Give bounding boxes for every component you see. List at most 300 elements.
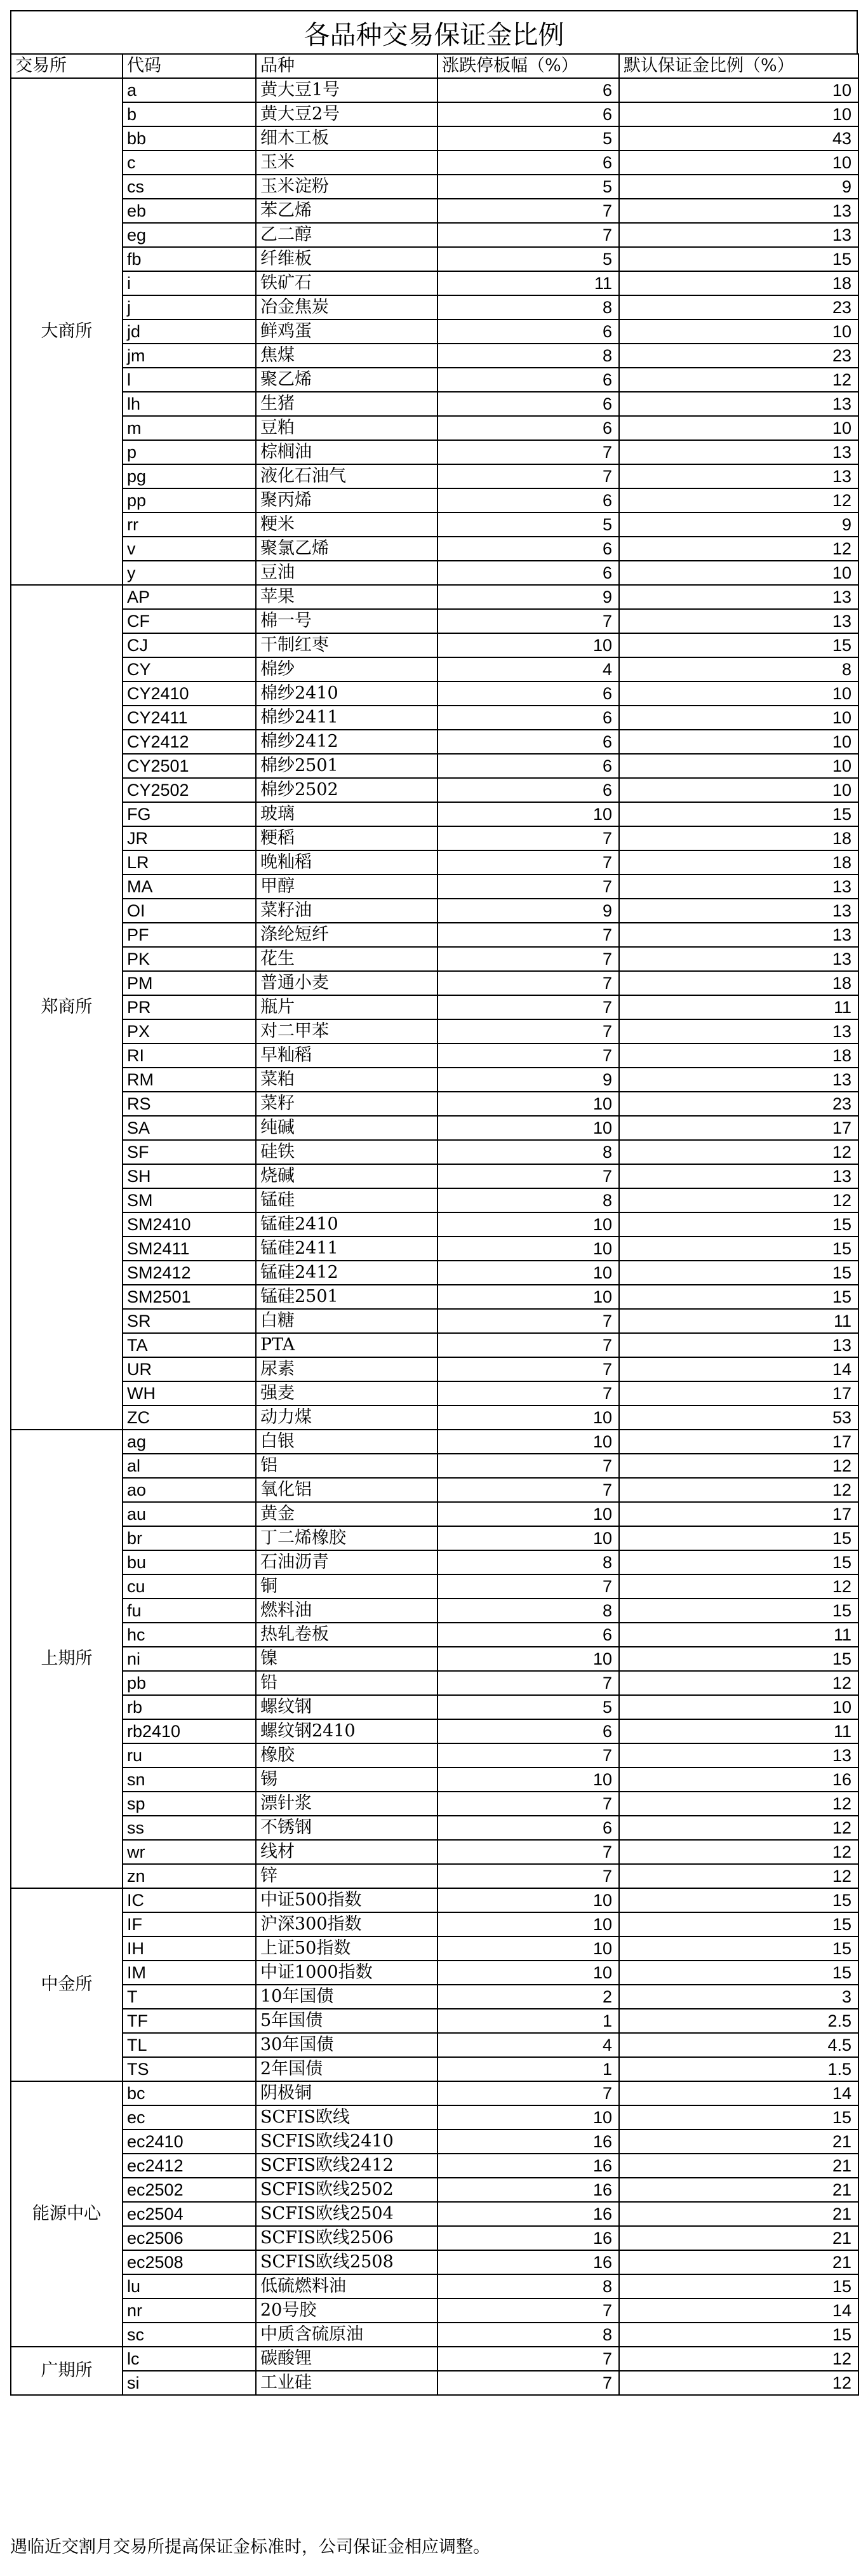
variety-cell: 棉纱	[256, 657, 437, 681]
variety-cell: 铅	[256, 1671, 437, 1695]
variety-cell: 锰硅2501	[256, 1285, 437, 1309]
margin-cell: 10	[619, 416, 858, 440]
variety-cell: 沪深300指数	[256, 1912, 437, 1936]
limit-cell: 4	[437, 657, 619, 681]
table-row	[11, 1212, 858, 1237]
margin-cell: 15	[619, 1599, 858, 1623]
code-cell: fu	[123, 1599, 256, 1623]
margin-cell: 12	[619, 1188, 858, 1212]
code-cell: CY2412	[123, 730, 256, 754]
table-row	[11, 319, 858, 344]
table-row	[11, 368, 858, 392]
table-row	[11, 1985, 858, 2009]
limit-cell: 5	[437, 513, 619, 537]
variety-cell: 不锈钢	[256, 1816, 437, 1840]
margin-cell: 12	[619, 537, 858, 561]
table-row	[11, 271, 858, 295]
code-cell: IC	[123, 1888, 256, 1912]
table-row	[11, 2081, 858, 2105]
table-row	[11, 1768, 858, 1792]
margin-cell: 15	[619, 2274, 858, 2298]
limit-cell: 10	[437, 1647, 619, 1671]
variety-cell: 强麦	[256, 1381, 437, 1405]
code-cell: jm	[123, 344, 256, 368]
code-cell: ag	[123, 1430, 256, 1454]
header-exchange: 交易所	[11, 54, 123, 78]
margin-sheet	[10, 10, 858, 2396]
table-row	[11, 1647, 858, 1671]
variety-cell: 铝	[256, 1454, 437, 1478]
variety-cell: 阴极铜	[256, 2081, 437, 2105]
margin-cell: 21	[619, 2154, 858, 2178]
code-cell: ec2412	[123, 2154, 256, 2178]
variety-cell: SCFIS欧线2410	[256, 2130, 437, 2154]
variety-cell: 丁二烯橡胶	[256, 1526, 437, 1550]
code-cell: TL	[123, 2033, 256, 2057]
code-cell: fb	[123, 247, 256, 271]
table-row	[11, 1623, 858, 1647]
margin-cell: 10	[619, 102, 858, 126]
margin-cell: 15	[619, 1237, 858, 1261]
table-row	[11, 1719, 858, 1743]
table-row	[11, 344, 858, 368]
margin-cell: 13	[619, 899, 858, 923]
variety-cell: 晚籼稻	[256, 850, 437, 875]
footer-note: 遇临近交割月交易所提高保证金标准时，公司保证金相应调整。	[10, 2537, 490, 2557]
table-row	[11, 151, 858, 175]
table-row	[11, 1961, 858, 1985]
variety-cell: 螺纹钢2410	[256, 1719, 437, 1743]
limit-cell: 7	[437, 464, 619, 488]
limit-cell: 7	[437, 2371, 619, 2395]
margin-cell: 11	[619, 1623, 858, 1647]
header-row	[11, 54, 858, 78]
margin-cell: 3	[619, 1985, 858, 2009]
limit-cell: 1	[437, 2057, 619, 2081]
code-cell: UR	[123, 1357, 256, 1381]
code-cell: ao	[123, 1478, 256, 1502]
code-cell: b	[123, 102, 256, 126]
code-cell: cu	[123, 1574, 256, 1599]
code-cell: LR	[123, 850, 256, 875]
code-cell: j	[123, 295, 256, 319]
variety-cell: 黄金	[256, 1502, 437, 1526]
code-cell: JR	[123, 826, 256, 850]
margin-cell: 13	[619, 199, 858, 223]
table-row	[11, 78, 858, 102]
table-row	[11, 464, 858, 488]
table-row	[11, 102, 858, 126]
code-cell: PR	[123, 995, 256, 1019]
code-cell: SR	[123, 1309, 256, 1333]
margin-cell: 21	[619, 2202, 858, 2226]
table-row	[11, 995, 858, 1019]
limit-cell: 10	[437, 1285, 619, 1309]
margin-cell: 4.5	[619, 2033, 858, 2057]
code-cell: ec	[123, 2105, 256, 2130]
variety-cell: 白银	[256, 1430, 437, 1454]
code-cell: CY2410	[123, 681, 256, 706]
code-cell: pg	[123, 464, 256, 488]
margin-cell: 10	[619, 706, 858, 730]
code-cell: CJ	[123, 633, 256, 657]
limit-cell: 7	[437, 1357, 619, 1381]
code-cell: bc	[123, 2081, 256, 2105]
margin-cell: 17	[619, 1381, 858, 1405]
table-row	[11, 2298, 858, 2323]
table-row	[11, 1574, 858, 1599]
code-cell: SF	[123, 1140, 256, 1164]
limit-cell: 7	[437, 1454, 619, 1478]
limit-cell: 7	[437, 850, 619, 875]
limit-cell: 10	[437, 1502, 619, 1526]
variety-cell: 棉纱2502	[256, 778, 437, 802]
limit-cell: 9	[437, 585, 619, 609]
code-cell: rb	[123, 1695, 256, 1719]
limit-cell: 6	[437, 778, 619, 802]
code-cell: pp	[123, 488, 256, 513]
code-cell: wr	[123, 1840, 256, 1864]
limit-cell: 5	[437, 247, 619, 271]
limit-cell: 7	[437, 223, 619, 247]
code-cell: si	[123, 2371, 256, 2395]
table-row	[11, 2033, 858, 2057]
variety-cell: 上证50指数	[256, 1936, 437, 1961]
table-row	[11, 681, 858, 706]
variety-cell: 棉纱2412	[256, 730, 437, 754]
variety-cell: 棕榈油	[256, 440, 437, 464]
margin-cell: 13	[619, 923, 858, 947]
margin-cell: 21	[619, 2226, 858, 2250]
code-cell: a	[123, 78, 256, 102]
table-row	[11, 1164, 858, 1188]
limit-cell: 6	[437, 730, 619, 754]
variety-cell: 聚乙烯	[256, 368, 437, 392]
limit-cell: 6	[437, 537, 619, 561]
limit-cell: 10	[437, 1912, 619, 1936]
limit-cell: 5	[437, 175, 619, 199]
variety-cell: 瓶片	[256, 995, 437, 1019]
table-row	[11, 947, 858, 971]
variety-cell: 液化石油气	[256, 464, 437, 488]
limit-cell: 6	[437, 681, 619, 706]
exchange-cell: 中金所	[11, 1888, 123, 2081]
margin-cell: 12	[619, 2347, 858, 2371]
variety-cell: 镍	[256, 1647, 437, 1671]
code-cell: OI	[123, 899, 256, 923]
margin-cell: 14	[619, 2298, 858, 2323]
limit-cell: 8	[437, 2323, 619, 2347]
margin-cell: 15	[619, 1285, 858, 1309]
variety-cell: 焦煤	[256, 344, 437, 368]
variety-cell: 鲜鸡蛋	[256, 319, 437, 344]
code-cell: SM2411	[123, 1237, 256, 1261]
code-cell: lc	[123, 2347, 256, 2371]
table-row	[11, 223, 858, 247]
margin-cell: 21	[619, 2250, 858, 2274]
margin-cell: 15	[619, 247, 858, 271]
code-cell: RI	[123, 1043, 256, 1068]
limit-cell: 10	[437, 1116, 619, 1140]
margin-cell: 13	[619, 875, 858, 899]
limit-cell: 6	[437, 392, 619, 416]
margin-cell: 18	[619, 826, 858, 850]
header-limit: 涨跌停板幅（%）	[437, 54, 619, 78]
variety-cell: 粳米	[256, 513, 437, 537]
table-row	[11, 1405, 858, 1430]
limit-cell: 16	[437, 2154, 619, 2178]
margin-cell: 13	[619, 440, 858, 464]
limit-cell: 16	[437, 2226, 619, 2250]
variety-cell: 铁矿石	[256, 271, 437, 295]
table-row	[11, 392, 858, 416]
margin-cell: 12	[619, 1816, 858, 1840]
table-row	[11, 2274, 858, 2298]
code-cell: ec2508	[123, 2250, 256, 2274]
code-cell: sn	[123, 1768, 256, 1792]
margin-cell: 12	[619, 1864, 858, 1888]
code-cell: CY2411	[123, 706, 256, 730]
margin-cell: 12	[619, 2371, 858, 2395]
variety-cell: 燃料油	[256, 1599, 437, 1623]
margin-cell: 15	[619, 2323, 858, 2347]
table-row	[11, 826, 858, 850]
limit-cell: 6	[437, 754, 619, 778]
variety-cell: SCFIS欧线2412	[256, 2154, 437, 2178]
code-cell: ss	[123, 1816, 256, 1840]
sheet-title: 各品种交易保证金比例	[10, 10, 858, 53]
table-row	[11, 585, 858, 609]
variety-cell: 锰硅2412	[256, 1261, 437, 1285]
code-cell: bu	[123, 1550, 256, 1574]
variety-cell: 2年国债	[256, 2057, 437, 2081]
table-row	[11, 1068, 858, 1092]
variety-cell: 对二甲苯	[256, 1019, 437, 1043]
table-row	[11, 923, 858, 947]
limit-cell: 10	[437, 1430, 619, 1454]
table-row	[11, 416, 858, 440]
variety-cell: 干制红枣	[256, 633, 437, 657]
margin-cell: 15	[619, 1936, 858, 1961]
variety-cell: 乙二醇	[256, 223, 437, 247]
limit-cell: 7	[437, 826, 619, 850]
variety-cell: 螺纹钢	[256, 1695, 437, 1719]
table-row	[11, 295, 858, 319]
table-row	[11, 1743, 858, 1768]
limit-cell: 8	[437, 1140, 619, 1164]
code-cell: RS	[123, 1092, 256, 1116]
variety-cell: 烧碱	[256, 1164, 437, 1188]
limit-cell: 6	[437, 1816, 619, 1840]
limit-cell: 4	[437, 2033, 619, 2057]
margin-cell: 9	[619, 175, 858, 199]
limit-cell: 5	[437, 1695, 619, 1719]
exchange-cell: 能源中心	[11, 2081, 123, 2347]
code-cell: IH	[123, 1936, 256, 1961]
code-cell: TF	[123, 2009, 256, 2033]
code-cell: CY	[123, 657, 256, 681]
table-row	[11, 175, 858, 199]
variety-cell: 粳稻	[256, 826, 437, 850]
limit-cell: 7	[437, 1840, 619, 1864]
table-row	[11, 199, 858, 223]
margin-cell: 43	[619, 126, 858, 151]
limit-cell: 6	[437, 319, 619, 344]
code-cell: l	[123, 368, 256, 392]
variety-cell: 菜粕	[256, 1068, 437, 1092]
variety-cell: 棉一号	[256, 609, 437, 633]
limit-cell: 7	[437, 2298, 619, 2323]
variety-cell: 冶金焦炭	[256, 295, 437, 319]
table-row	[11, 2226, 858, 2250]
margin-cell: 15	[619, 1526, 858, 1550]
table-row	[11, 1237, 858, 1261]
margin-cell: 15	[619, 1550, 858, 1574]
margin-cell: 15	[619, 1212, 858, 1237]
margin-cell: 13	[619, 464, 858, 488]
margin-cell: 8	[619, 657, 858, 681]
table-row	[11, 2347, 858, 2371]
margin-cell: 18	[619, 1043, 858, 1068]
table-row	[11, 899, 858, 923]
margin-cell: 15	[619, 1647, 858, 1671]
code-cell: SA	[123, 1116, 256, 1140]
exchange-cell: 上期所	[11, 1430, 123, 1888]
table-row	[11, 1333, 858, 1357]
code-cell: v	[123, 537, 256, 561]
variety-cell: 豆粕	[256, 416, 437, 440]
limit-cell: 7	[437, 1574, 619, 1599]
limit-cell: 8	[437, 1599, 619, 1623]
margin-cell: 23	[619, 344, 858, 368]
code-cell: y	[123, 561, 256, 585]
margin-cell: 13	[619, 609, 858, 633]
variety-cell: 锌	[256, 1864, 437, 1888]
code-cell: ec2502	[123, 2178, 256, 2202]
margin-cell: 10	[619, 78, 858, 102]
limit-cell: 7	[437, 1792, 619, 1816]
variety-cell: SCFIS欧线2508	[256, 2250, 437, 2274]
code-cell: c	[123, 151, 256, 175]
code-cell: CY2502	[123, 778, 256, 802]
variety-cell: 锰硅2411	[256, 1237, 437, 1261]
margin-cell: 13	[619, 1019, 858, 1043]
variety-cell: 20号胶	[256, 2298, 437, 2323]
limit-cell: 6	[437, 706, 619, 730]
limit-cell: 10	[437, 2105, 619, 2130]
table-row	[11, 1261, 858, 1285]
variety-cell: 锡	[256, 1768, 437, 1792]
code-cell: nr	[123, 2298, 256, 2323]
margin-cell: 17	[619, 1502, 858, 1526]
variety-cell: 玉米	[256, 151, 437, 175]
table-row	[11, 754, 858, 778]
limit-cell: 10	[437, 1092, 619, 1116]
limit-cell: 10	[437, 1405, 619, 1430]
variety-cell: 棉纱2410	[256, 681, 437, 706]
variety-cell: 黄大豆1号	[256, 78, 437, 102]
variety-cell: 尿素	[256, 1357, 437, 1381]
limit-cell: 10	[437, 1768, 619, 1792]
table-row	[11, 247, 858, 271]
table-row	[11, 2130, 858, 2154]
limit-cell: 10	[437, 1526, 619, 1550]
table-row	[11, 657, 858, 681]
code-cell: al	[123, 1454, 256, 1478]
table-row	[11, 1309, 858, 1333]
code-cell: rr	[123, 513, 256, 537]
table-row	[11, 126, 858, 151]
margin-cell: 10	[619, 754, 858, 778]
table-row	[11, 1888, 858, 1912]
header-code: 代码	[123, 54, 256, 78]
limit-cell: 9	[437, 1068, 619, 1092]
code-cell: CY2501	[123, 754, 256, 778]
variety-cell: 锰硅	[256, 1188, 437, 1212]
table-row	[11, 1454, 858, 1478]
table-row	[11, 1092, 858, 1116]
variety-cell: 棉纱2501	[256, 754, 437, 778]
code-cell: p	[123, 440, 256, 464]
table-row	[11, 633, 858, 657]
variety-cell: 低硫燃料油	[256, 2274, 437, 2298]
table-row	[11, 1140, 858, 1164]
margin-cell: 2.5	[619, 2009, 858, 2033]
table-row	[11, 1695, 858, 1719]
limit-cell: 6	[437, 151, 619, 175]
table-row	[11, 2371, 858, 2395]
variety-cell: 豆油	[256, 561, 437, 585]
margin-cell: 10	[619, 681, 858, 706]
code-cell: AP	[123, 585, 256, 609]
limit-cell: 7	[437, 2081, 619, 2105]
margin-cell: 10	[619, 561, 858, 585]
table-row	[11, 2250, 858, 2274]
limit-cell: 7	[437, 1671, 619, 1695]
limit-cell: 10	[437, 1888, 619, 1912]
margin-cell: 12	[619, 488, 858, 513]
limit-cell: 16	[437, 2202, 619, 2226]
table-row	[11, 2178, 858, 2202]
code-cell: eg	[123, 223, 256, 247]
margin-cell: 14	[619, 2081, 858, 2105]
limit-cell: 7	[437, 995, 619, 1019]
code-cell: MA	[123, 875, 256, 899]
code-cell: ec2506	[123, 2226, 256, 2250]
margin-cell: 23	[619, 1092, 858, 1116]
variety-cell: 氧化铝	[256, 1478, 437, 1502]
table-row	[11, 2154, 858, 2178]
table-row	[11, 2105, 858, 2130]
table-row	[11, 802, 858, 826]
margin-cell: 11	[619, 1719, 858, 1743]
code-cell: PM	[123, 971, 256, 995]
limit-cell: 8	[437, 344, 619, 368]
margin-cell: 17	[619, 1116, 858, 1140]
table-row	[11, 1188, 858, 1212]
code-cell: TA	[123, 1333, 256, 1357]
table-row	[11, 1526, 858, 1550]
variety-cell: 中证1000指数	[256, 1961, 437, 1985]
table-row	[11, 1285, 858, 1309]
variety-cell: SCFIS欧线2502	[256, 2178, 437, 2202]
margin-cell: 18	[619, 850, 858, 875]
code-cell: PX	[123, 1019, 256, 1043]
limit-cell: 10	[437, 1212, 619, 1237]
variety-cell: 普通小麦	[256, 971, 437, 995]
margin-cell: 9	[619, 513, 858, 537]
limit-cell: 6	[437, 561, 619, 585]
